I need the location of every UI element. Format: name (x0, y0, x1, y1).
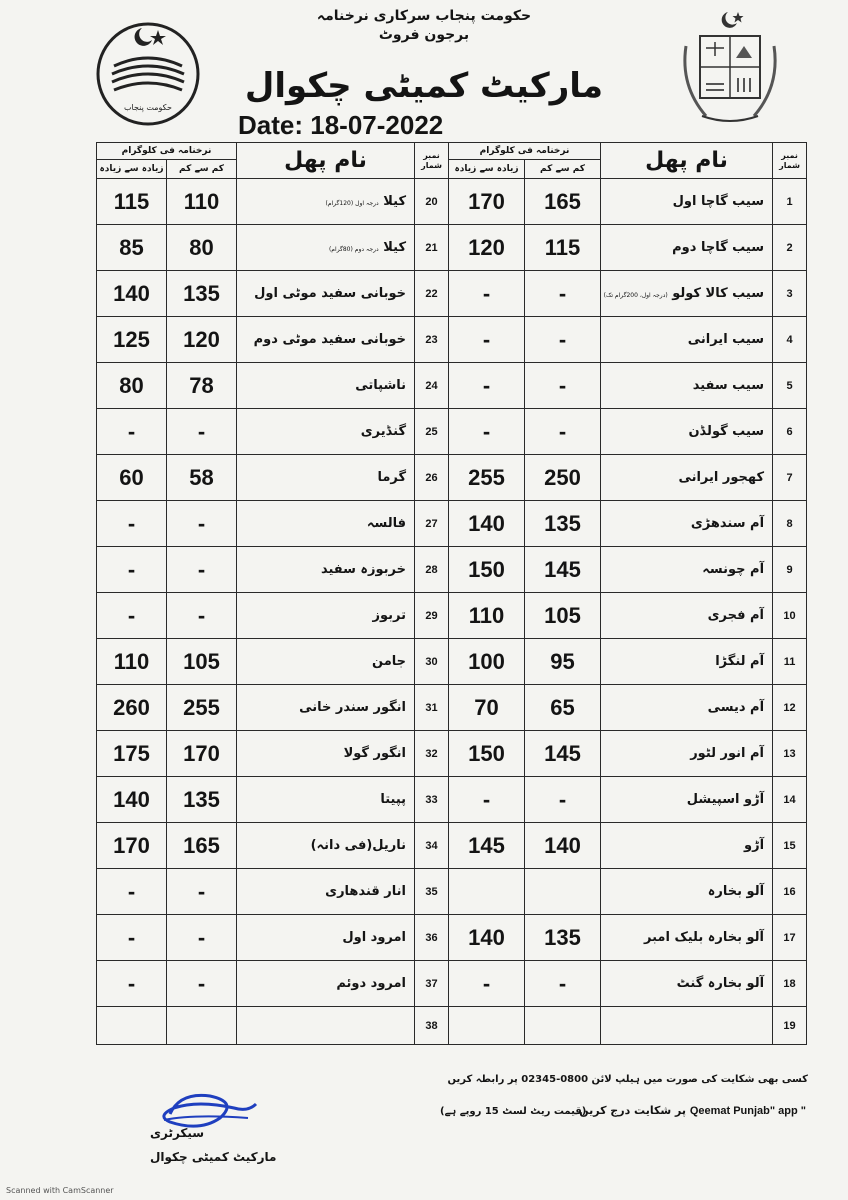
right-serial-number: 3 (773, 271, 807, 317)
left-fruit-name (237, 961, 415, 1007)
left-min-price: 105 (167, 639, 237, 685)
right-serial-number: 5 (773, 363, 807, 409)
fruit-name-text: کیلا (383, 194, 407, 209)
left-min-price: 255 (167, 685, 237, 731)
left-serial-number: 25 (415, 409, 449, 455)
right-max-price: - (449, 271, 525, 317)
right-max-price: - (449, 317, 525, 363)
right-serial-number: 12 (773, 685, 807, 731)
right-max-price: 170 (449, 179, 525, 225)
seal-left-text: حکومت پنجاب (124, 103, 172, 112)
left-serial-number: 20 (415, 179, 449, 225)
fruit-name-text: امرود دوئم (336, 976, 407, 991)
right-fruit-name (601, 869, 773, 915)
fruit-name-text: سیب کالا کولو (672, 286, 765, 301)
right-fruit-name (601, 271, 773, 317)
right-min-price: - (525, 317, 601, 363)
left-serial-number: 35 (415, 869, 449, 915)
fruit-name-text: گرما (377, 470, 407, 485)
right-min-price: 95 (525, 639, 601, 685)
left-min-price: 110 (167, 179, 237, 225)
fruit-name-text: ناریل(فی دانہ) (310, 838, 407, 853)
left-max-price: - (97, 593, 167, 639)
right-serial-number: 14 (773, 777, 807, 823)
table-row (97, 685, 807, 731)
fruit-name-text: کیلا (383, 240, 407, 255)
left-min-price: 135 (167, 271, 237, 317)
right-rate-header: نرخنامہ فی کلوگرام (449, 143, 601, 160)
right-serial-number: 8 (773, 501, 807, 547)
app-note (573, 1104, 806, 1117)
left-min-price: 120 (167, 317, 237, 363)
left-min-price: 165 (167, 823, 237, 869)
date-line (238, 110, 443, 141)
fruit-name-text: سیب سفید (692, 378, 765, 393)
table-row (97, 409, 807, 455)
left-serial-number: 29 (415, 593, 449, 639)
right-max-price: 150 (449, 547, 525, 593)
fruit-name-text: سیب گاچا دوم (672, 240, 765, 255)
right-min-header: کم سے کم (525, 160, 601, 179)
right-min-price: 145 (525, 547, 601, 593)
right-max-price: 145 (449, 823, 525, 869)
left-fruit-name (237, 639, 415, 685)
right-serial-number: 19 (773, 1007, 807, 1045)
fruit-name-text: آم دیسی (707, 700, 765, 715)
table-row (97, 639, 807, 685)
left-max-price: 60 (97, 455, 167, 501)
fruit-name-text: سیب گاچا اول (672, 194, 765, 209)
right-min-price: 135 (525, 501, 601, 547)
left-name-header: نام پھل (237, 143, 415, 179)
left-min-price: - (167, 961, 237, 1007)
left-max-price: - (97, 409, 167, 455)
left-max-price: 260 (97, 685, 167, 731)
left-min-header: کم سے کم (167, 160, 237, 179)
left-serial-number: 23 (415, 317, 449, 363)
right-min-price: - (525, 271, 601, 317)
right-fruit-name (601, 317, 773, 363)
left-max-header: زیادہ سے زیادہ (97, 160, 167, 179)
right-serial-number: 6 (773, 409, 807, 455)
left-min-price: - (167, 409, 237, 455)
fruit-name-text: آم سندھڑی (690, 516, 765, 531)
right-min-price (525, 869, 601, 915)
left-fruit-name (237, 593, 415, 639)
right-max-price: - (449, 777, 525, 823)
fruit-name-text: آلو بخارہ بلیک امبر (644, 930, 765, 945)
right-min-price (525, 1007, 601, 1045)
left-fruit-name (237, 777, 415, 823)
left-fruit-name (237, 869, 415, 915)
left-fruit-name (237, 731, 415, 777)
page-title: مارکیٹ کمیٹی چکوال (244, 66, 604, 106)
left-serial-number: 26 (415, 455, 449, 501)
left-min-price: 135 (167, 777, 237, 823)
right-serial-number: 4 (773, 317, 807, 363)
fruit-name-text: انار قندھاری (325, 884, 407, 899)
fruit-name-text: آم لنگڑا (715, 654, 765, 669)
right-max-price: 70 (449, 685, 525, 731)
left-serial-number: 37 (415, 961, 449, 1007)
table-row (97, 501, 807, 547)
app-note-suffix: پر شکایت درج کریں۔ (572, 1104, 686, 1117)
right-min-price: 115 (525, 225, 601, 271)
right-serial-number: 13 (773, 731, 807, 777)
table-row (97, 547, 807, 593)
table-row (97, 731, 807, 777)
right-serial-number: 1 (773, 179, 807, 225)
price-note: (قیمت ریٹ لسٹ 15 روپے ہے) (440, 1106, 587, 1117)
app-name: " Qeemat Punjab" app (689, 1105, 806, 1117)
table-row (97, 179, 807, 225)
right-serial-number: 16 (773, 869, 807, 915)
left-fruit-name (237, 685, 415, 731)
left-fruit-name (237, 271, 415, 317)
right-serial-header: نمبر شمار (773, 143, 807, 179)
table-row (97, 363, 807, 409)
left-fruit-name (237, 915, 415, 961)
right-fruit-name (601, 961, 773, 1007)
fruit-name-text: کھجور ایرانی (678, 470, 765, 485)
left-serial-number: 30 (415, 639, 449, 685)
left-min-price (167, 1007, 237, 1045)
right-fruit-name (601, 777, 773, 823)
left-max-price: 80 (97, 363, 167, 409)
fruit-name-text: آلو بخارہ (707, 884, 765, 899)
table-row (97, 225, 807, 271)
left-max-price: 110 (97, 639, 167, 685)
fruit-name-text: پپیتا (380, 792, 407, 807)
left-fruit-name (237, 455, 415, 501)
right-fruit-name (601, 179, 773, 225)
left-max-price (97, 1007, 167, 1045)
right-serial-number: 11 (773, 639, 807, 685)
right-min-price: 145 (525, 731, 601, 777)
table-row (97, 915, 807, 961)
signature-title: سیکرٹری (150, 1126, 205, 1140)
right-max-price: - (449, 363, 525, 409)
fruit-name-text: آم انور لٹور (690, 746, 765, 761)
price-table (96, 142, 807, 1045)
table-row (97, 455, 807, 501)
scanner-watermark: Scanned with CamScanner (6, 1186, 114, 1195)
fruit-name-note: درجہ اول (120گرام) (325, 200, 379, 207)
left-serial-number: 27 (415, 501, 449, 547)
left-min-price: 80 (167, 225, 237, 271)
table-row (97, 869, 807, 915)
right-serial-number: 10 (773, 593, 807, 639)
left-max-price: - (97, 961, 167, 1007)
header-line-1: حکومت پنجاب سرکاری نرخنامہ (316, 8, 532, 24)
left-fruit-name (237, 1007, 415, 1045)
left-max-price: 170 (97, 823, 167, 869)
left-serial-number: 28 (415, 547, 449, 593)
header-line-2: برجون فروٹ (378, 27, 470, 43)
table-row (97, 777, 807, 823)
right-fruit-name (601, 639, 773, 685)
right-max-price: 120 (449, 225, 525, 271)
left-fruit-name (237, 225, 415, 271)
left-serial-number: 38 (415, 1007, 449, 1045)
fruit-name-text: سیب گولڈن (688, 424, 765, 439)
right-serial-number: 7 (773, 455, 807, 501)
fruit-name-text: خوبانی سفید موٹی اول (254, 286, 407, 301)
fruit-name-text: امرود اول (342, 930, 407, 945)
fruit-name-text: آلو بخارہ گنٹ (676, 976, 765, 991)
right-fruit-name (601, 731, 773, 777)
table-row (97, 593, 807, 639)
left-serial-number: 21 (415, 225, 449, 271)
fruit-name-note: (درجہ اول، 200گرام تک) (603, 292, 668, 299)
right-min-price: - (525, 363, 601, 409)
left-serial-number: 34 (415, 823, 449, 869)
complaint-note: کسی بھی شکایت کی صورت میں ہیلپ لائن 0800-02345 پر رابطہ کریں (447, 1074, 808, 1085)
right-fruit-name (601, 685, 773, 731)
fruit-name-text: آم چونسہ (702, 562, 765, 577)
left-fruit-name (237, 179, 415, 225)
right-serial-number: 17 (773, 915, 807, 961)
right-fruit-name (601, 593, 773, 639)
fruit-name-text: گنڈیری (360, 424, 407, 439)
right-min-price: 250 (525, 455, 601, 501)
right-max-price: 110 (449, 593, 525, 639)
left-min-price: 78 (167, 363, 237, 409)
table-row (97, 961, 807, 1007)
right-min-price: - (525, 409, 601, 455)
left-serial-number: 36 (415, 915, 449, 961)
date-value: 18-07-2022 (310, 110, 444, 140)
left-fruit-name (237, 547, 415, 593)
right-fruit-name (601, 1007, 773, 1045)
left-max-price: 175 (97, 731, 167, 777)
right-name-header: نام پھل (601, 143, 773, 179)
fruit-name-text: فالسہ (366, 516, 407, 531)
left-min-price: - (167, 869, 237, 915)
left-serial-header: نمبر شمار (415, 143, 449, 179)
table-row (97, 823, 807, 869)
left-fruit-name (237, 317, 415, 363)
right-max-price: - (449, 409, 525, 455)
left-max-price: 85 (97, 225, 167, 271)
right-min-price: 135 (525, 915, 601, 961)
left-fruit-name (237, 363, 415, 409)
fruit-name-note: درجہ دوم (80گرام) (328, 246, 379, 253)
left-max-price: - (97, 501, 167, 547)
right-max-header: زیادہ سے زیادہ (449, 160, 525, 179)
right-max-price: 150 (449, 731, 525, 777)
left-max-price: 140 (97, 271, 167, 317)
table-row (97, 317, 807, 363)
right-fruit-name (601, 823, 773, 869)
right-max-price (449, 869, 525, 915)
left-min-price: 58 (167, 455, 237, 501)
left-min-price: 170 (167, 731, 237, 777)
right-fruit-name (601, 915, 773, 961)
right-min-price: - (525, 777, 601, 823)
left-fruit-name (237, 823, 415, 869)
left-serial-number: 24 (415, 363, 449, 409)
left-min-price: - (167, 593, 237, 639)
left-min-price: - (167, 501, 237, 547)
left-max-price: 115 (97, 179, 167, 225)
right-fruit-name (601, 455, 773, 501)
left-max-price: 140 (97, 777, 167, 823)
fruit-name-text: انگور سندر خانی (299, 700, 407, 715)
fruit-name-text: آڑو اسپیشل (686, 792, 765, 807)
right-serial-number: 2 (773, 225, 807, 271)
right-max-price: 255 (449, 455, 525, 501)
left-fruit-name (237, 409, 415, 455)
right-max-price: 140 (449, 915, 525, 961)
left-max-price: - (97, 915, 167, 961)
fruit-name-text: تربوز (372, 608, 407, 623)
left-serial-number: 31 (415, 685, 449, 731)
right-min-price: - (525, 961, 601, 1007)
right-min-price: 105 (525, 593, 601, 639)
left-rate-header: نرخنامہ فی کلوگرام (97, 143, 237, 160)
right-fruit-name (601, 363, 773, 409)
left-min-price: - (167, 547, 237, 593)
right-max-price: 100 (449, 639, 525, 685)
fruit-name-text: آڑو (744, 838, 765, 853)
fruit-name-text: ناشپاتی (355, 378, 407, 393)
fruit-name-text: خوبانی سفید موٹی دوم (253, 332, 407, 347)
right-fruit-name (601, 409, 773, 455)
right-min-price: 165 (525, 179, 601, 225)
left-serial-number: 33 (415, 777, 449, 823)
right-serial-number: 18 (773, 961, 807, 1007)
right-fruit-name (601, 225, 773, 271)
fruit-name-text: آم فجری (707, 608, 765, 623)
left-max-price: 125 (97, 317, 167, 363)
signature-org: مارکیٹ کمیٹی چکوال (150, 1150, 277, 1164)
right-fruit-name (601, 547, 773, 593)
left-min-price: - (167, 915, 237, 961)
date-label: Date: (238, 110, 304, 140)
right-serial-number: 9 (773, 547, 807, 593)
left-max-price: - (97, 869, 167, 915)
table-row (97, 1007, 807, 1045)
right-max-price: 140 (449, 501, 525, 547)
fruit-name-text: سیب ایرانی (687, 332, 765, 347)
right-max-price: - (449, 961, 525, 1007)
left-fruit-name (237, 501, 415, 547)
table-row (97, 271, 807, 317)
fruit-name-text: جامن (372, 654, 407, 669)
right-fruit-name (601, 501, 773, 547)
right-min-price: 65 (525, 685, 601, 731)
right-min-price: 140 (525, 823, 601, 869)
fruit-name-text: خربوزہ سفید (320, 562, 407, 577)
left-max-price: - (97, 547, 167, 593)
right-max-price (449, 1007, 525, 1045)
left-serial-number: 32 (415, 731, 449, 777)
left-serial-number: 22 (415, 271, 449, 317)
fruit-name-text: انگور گولا (343, 746, 407, 761)
right-serial-number: 15 (773, 823, 807, 869)
